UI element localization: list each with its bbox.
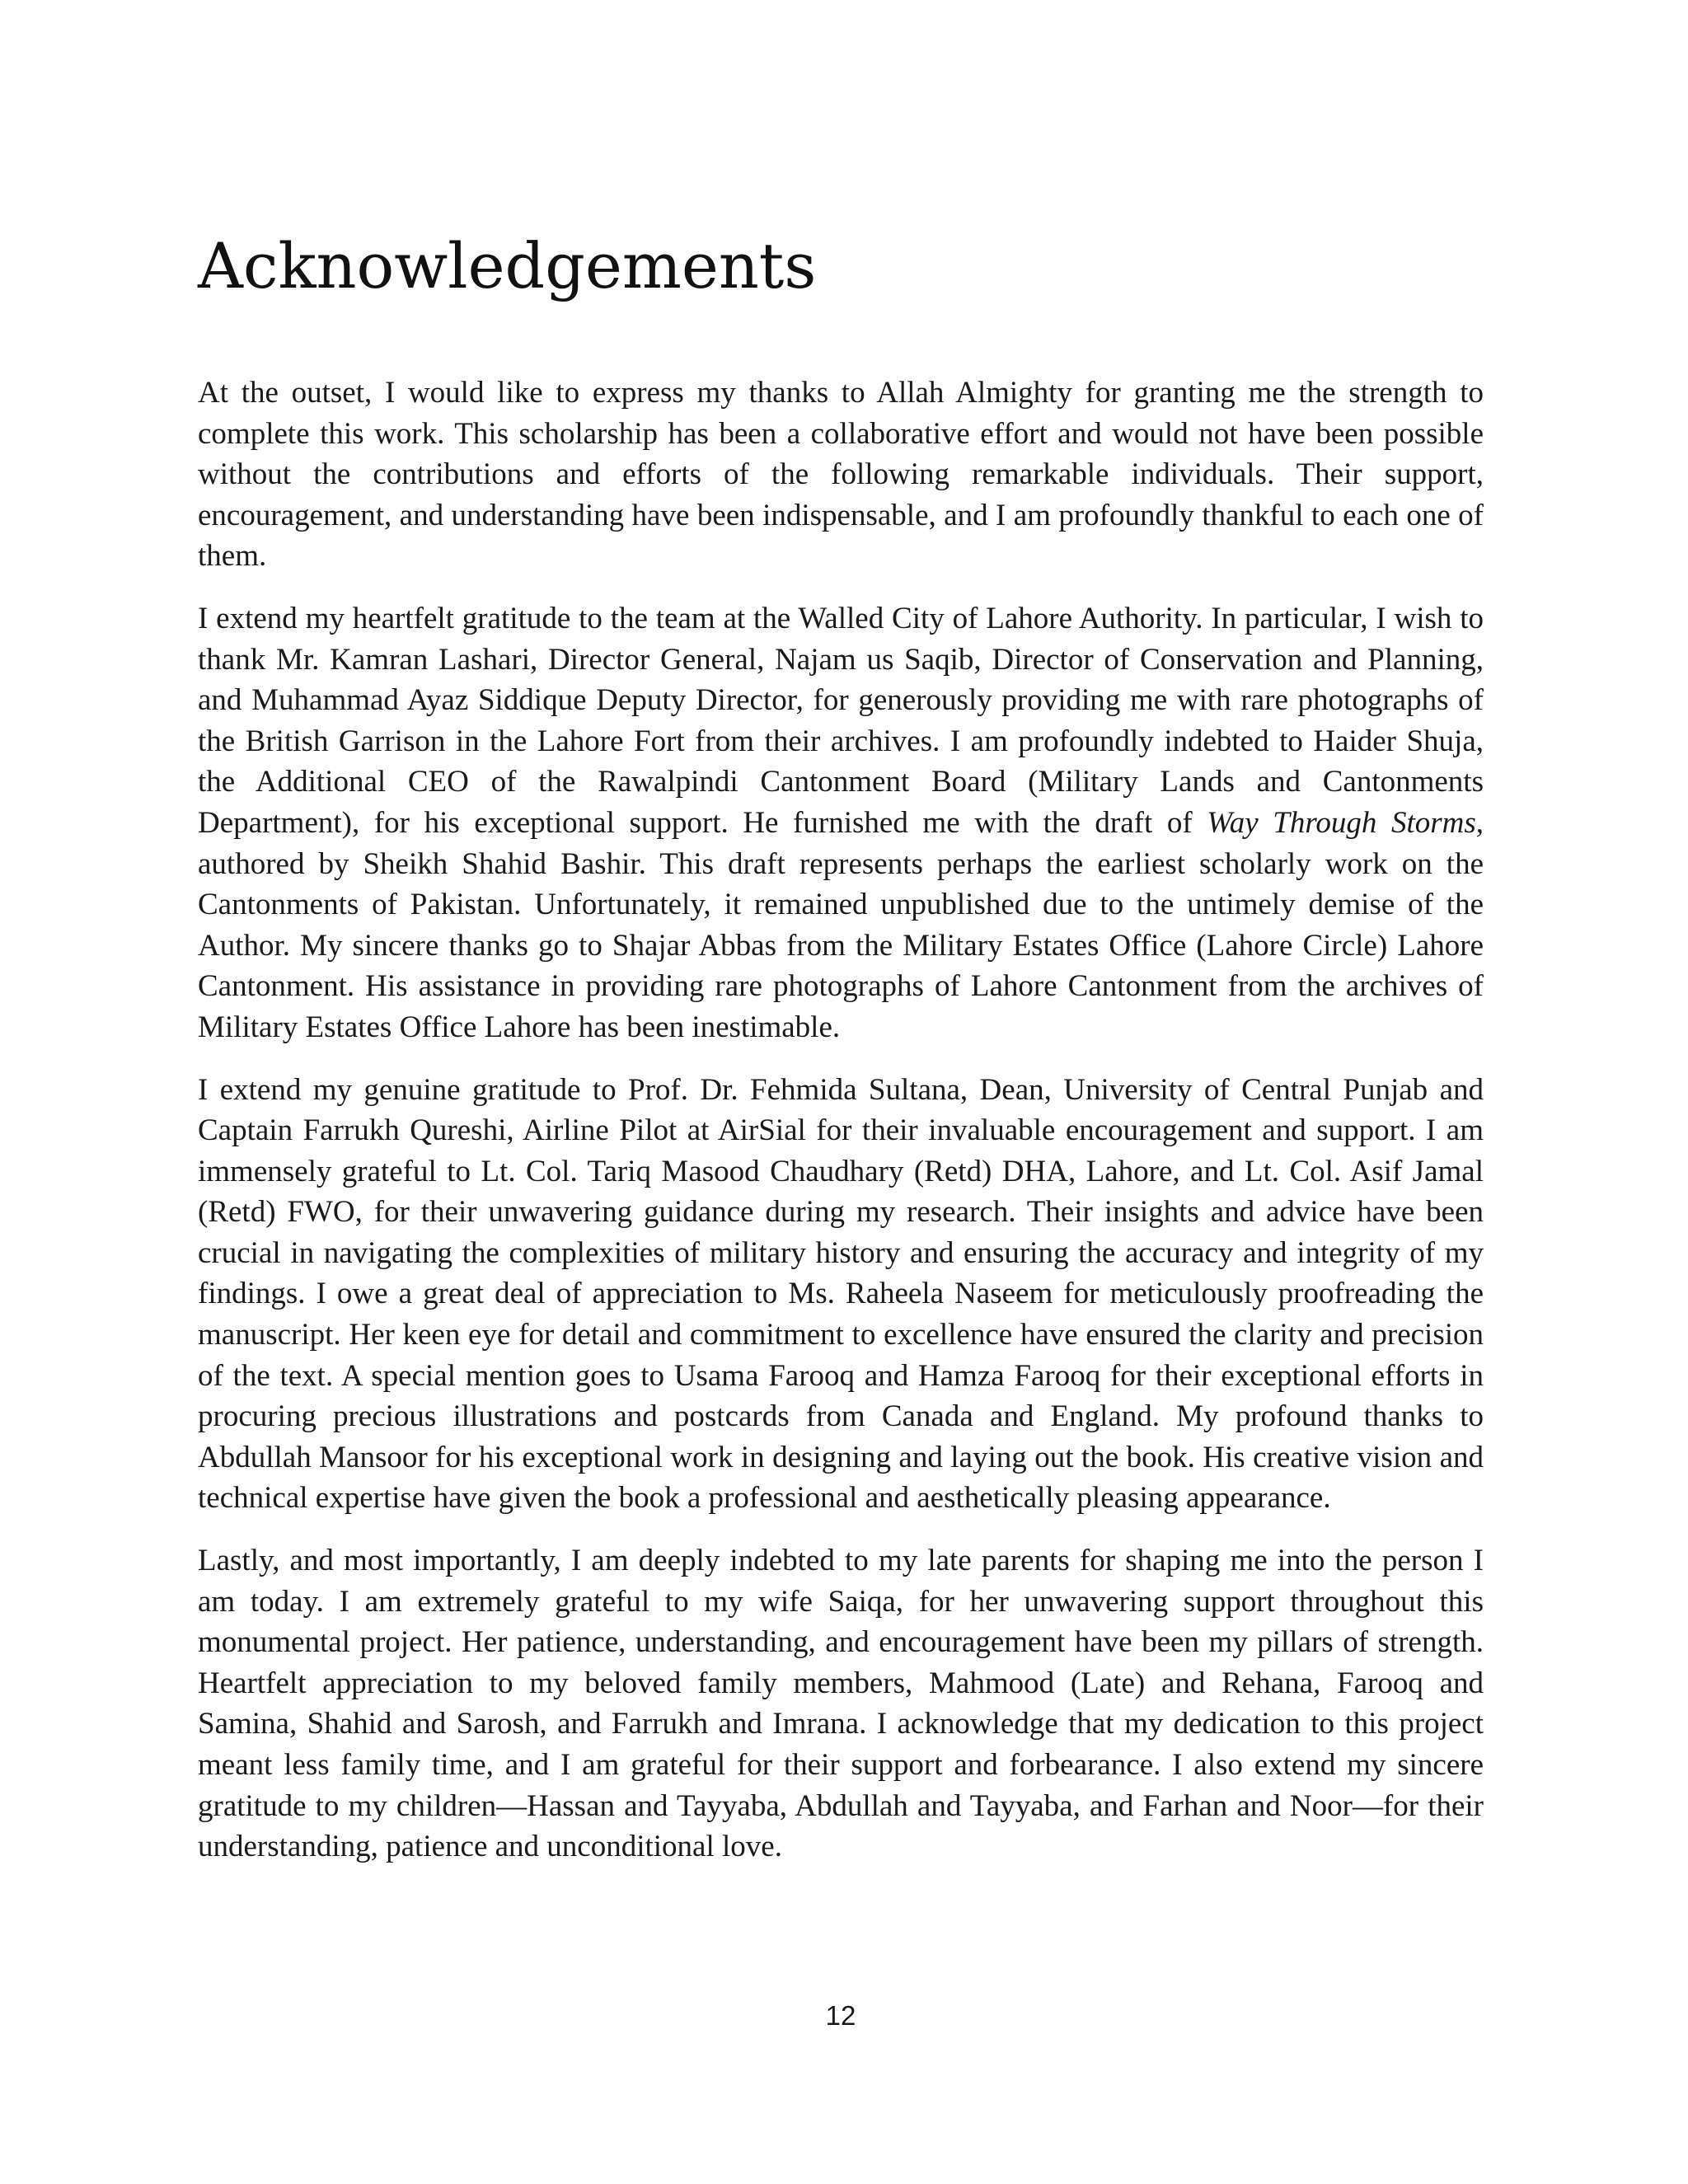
paragraph-intro: At the outset, I would like to express my thanks to Allah Almighty for granting me the strength to complete this work. This scholarship has been a collaborative effort and would not have been possible without the contributions and efforts of the following remarkable individuals. Their support, encouragement, and understanding have been indispensable, and I am profoundly thankful to each one of them.: [198, 376, 1484, 574]
page-title: Acknowledgements: [198, 229, 817, 302]
paragraph-text: I extend my heartfelt gratitude to the team at the Walled City of Lahore Authority. In particular, I wish to thank Mr. Kamran Lashari, Director General, Najam us Saqib, Director of Conservation and Planning, and Muhammad Ayaz Siddique Deputy Director, for generously providing me with rare photographs of the British Garrison in the Lahore Fort from their archives. I am profoundly indebted to Haider Shuja, the Additional CEO of the Rawalpindi Cantonment Board (Military Lands and Cantonments Department), for his exceptional support. He furnished me with the draft of: [198, 601, 1484, 840]
paragraph-text: authored by Sheikh Shahid Bashir. This draft represents perhaps the earliest scholarly work on the Cantonments of Pakistan. Unfortunately, it remained unpublished due to the untimely demise of the Author. My sincere thanks go to Shajar Abbas from the Military Estates Office (Lahore Circle) Lahore Cantonment. His assistance in providing rare photographs of Lahore Cantonment from the archives of Military Estates Office Lahore has been inestimable.: [198, 846, 1484, 1044]
paragraph-gratitude: I extend my genuine gratitude to Prof. Dr. Fehmida Sultana, Dean, University of Central Punjab and Captain Farrukh Qureshi, Airline Pilot at AirSial for their invaluable encouragement and support. I am immensely grateful to Lt. Col. Tariq Masood Chaudhary (Retd) DHA, Lahore, and Lt. Col. Asif Jamal (Retd) FWO, for their unwavering guidance during my research. Their insights and advice have been crucial in navigating the complexities of military history and ensuring the accuracy and integrity of my findings. I owe a great deal of appreciation to Ms. Raheela Naseem for meticulously proofreading the manuscript. Her keen eye for detail and commitment to excellence have ensured the clarity and precision of the text. A special mention goes to Usama Farooq and Hamza Farooq for their exceptional efforts in procuring precious illustrations and postcards from Canada and England. My profound thanks to Abdullah Mansoor for his exceptional work in designing and laying out the book. His creative vision and technical expertise have given the book a professional and aesthetically pleasing appearance.: [198, 1072, 1484, 1516]
page-number: 12: [825, 2000, 856, 2031]
paragraph-walled-city: [198, 598, 1484, 1048]
paragraph-family: Lastly, and most importantly, I am deeply indebted to my late parents for shaping me into the person I am today. I am extremely grateful to my wife Saiqa, for her unwavering support throughout this monumental project. Her patience, understanding, and encouragement have been my pillars of strength. Heartfelt appreciation to my beloved family members, Mahmood (Late) and Rehana, Farooq and Samina, Shahid and Sarosh, and Farrukh and Imrana. I acknowledge that my dedication to this project meant less family time, and I am grateful for their support and forbearance. I also extend my sincere gratitude to my children—Hassan and Tayyaba, Abdullah and Tayyaba, and Farhan and Noor—for their understanding, patience and unconditional love.: [198, 1544, 1484, 1864]
document-page: [198, 0, 1484, 2184]
body-text: [198, 373, 1484, 1889]
book-title-italic: Way Through Storms,: [1207, 805, 1484, 840]
